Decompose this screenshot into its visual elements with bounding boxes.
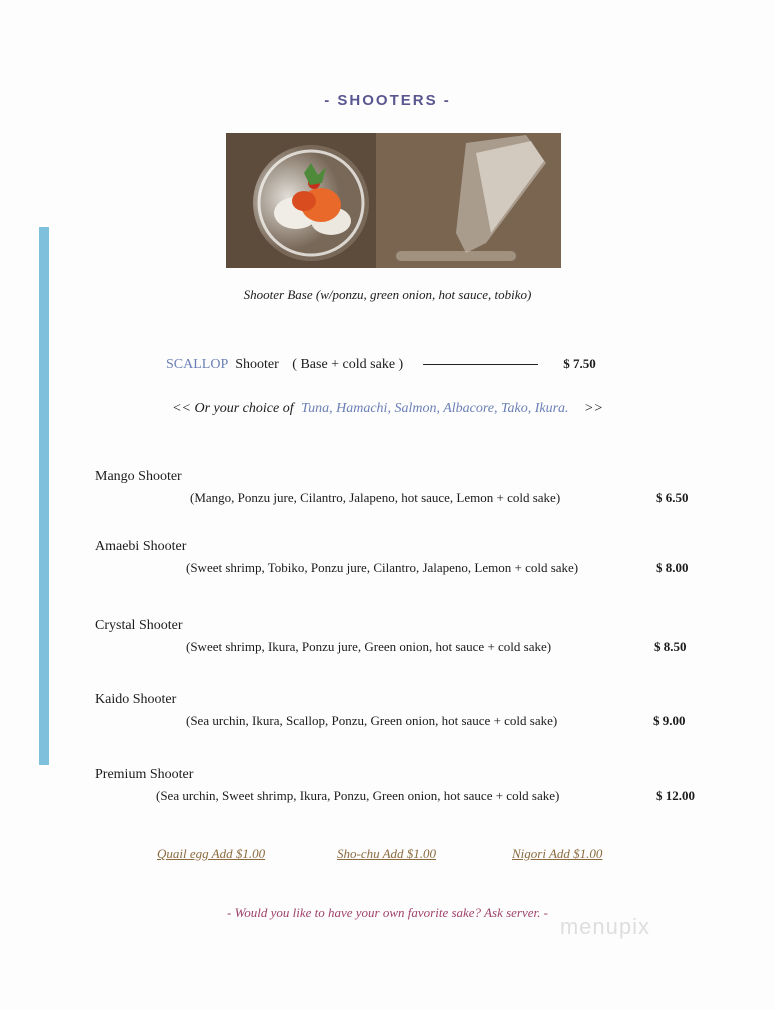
choice-options: Tuna, Hamachi, Salmon, Albacore, Tako, Ikura. bbox=[301, 401, 569, 416]
addon-quail-egg: Quail egg Add $1.00 bbox=[157, 846, 266, 861]
menu-item-desc: (Sweet shrimp, Ikura, Ponzu jure, Green onion, hot sauce + cold sake) bbox=[186, 639, 552, 654]
choice-prefix: << Or your choice of bbox=[172, 401, 294, 416]
footer-note: - Would you like to have your own favorite sake? Ask server. - bbox=[227, 905, 548, 920]
shooter-photo bbox=[226, 133, 561, 268]
page-title: - SHOOTERS - bbox=[324, 92, 451, 109]
watermark-logo: menupix bbox=[559, 914, 650, 939]
choice-line bbox=[0, 401, 775, 417]
menu-item-name: Premium Shooter bbox=[95, 767, 194, 782]
scallop-shooter-label: Shooter bbox=[235, 357, 279, 372]
menu-item-price: $ 12.00 bbox=[656, 788, 695, 803]
scallop-label: SCALLOP bbox=[166, 357, 228, 372]
menu-item-name: Kaido Shooter bbox=[95, 692, 177, 707]
scallop-shooter-row bbox=[166, 356, 596, 373]
menu-item-name: Amaebi Shooter bbox=[95, 539, 187, 554]
menu-item-desc: (Sea urchin, Sweet shrimp, Ikura, Ponzu, Green onion, hot sauce + cold sake) bbox=[156, 788, 560, 803]
addon-nigori: Nigori Add $1.00 bbox=[512, 846, 603, 861]
addon-sho-chu: Sho-chu Add $1.00 bbox=[337, 846, 437, 861]
menu-item-name: Crystal Shooter bbox=[95, 618, 183, 633]
leader-line bbox=[423, 364, 538, 365]
decorative-side-bar bbox=[39, 227, 49, 765]
scallop-price: $ 7.50 bbox=[563, 356, 596, 371]
shooter-glass-illustration bbox=[226, 133, 561, 268]
choice-suffix: >> bbox=[584, 401, 603, 416]
scallop-detail: ( Base + cold sake ) bbox=[292, 357, 404, 372]
menu-item-name: Mango Shooter bbox=[95, 469, 182, 484]
menu-item-desc: (Mango, Ponzu jure, Cilantro, Jalapeno, hot sauce, Lemon + cold sake) bbox=[190, 490, 561, 505]
menu-item-price: $ 9.00 bbox=[653, 713, 686, 728]
shooter-base-caption: Shooter Base (w/ponzu, green onion, hot sauce, tobiko) bbox=[243, 287, 532, 302]
menu-item-desc: (Sweet shrimp, Tobiko, Ponzu jure, Cilantro, Jalapeno, Lemon + cold sake) bbox=[186, 560, 579, 575]
menu-item-desc: (Sea urchin, Ikura, Scallop, Ponzu, Green onion, hot sauce + cold sake) bbox=[186, 713, 558, 728]
menu-item-price: $ 8.50 bbox=[654, 639, 687, 654]
menu-item-price: $ 6.50 bbox=[656, 490, 689, 505]
menu-item-price: $ 8.00 bbox=[656, 560, 689, 575]
